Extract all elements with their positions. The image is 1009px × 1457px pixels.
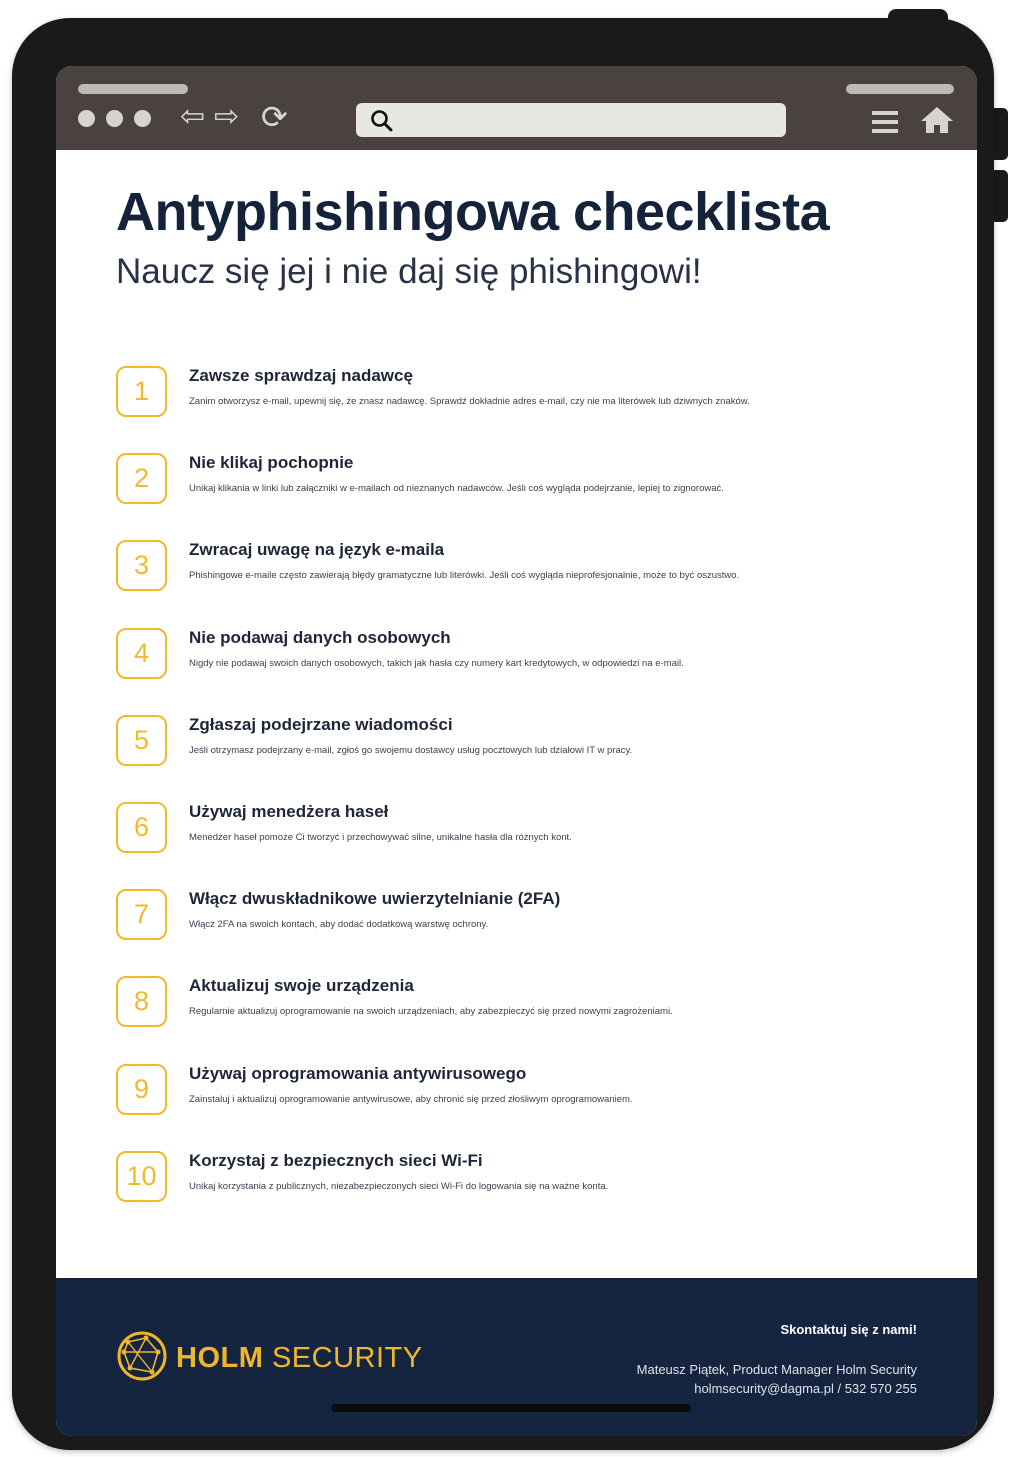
checklist-item (116, 1064, 876, 1124)
item-title: Zgłaszaj podejrzane wiadomości (189, 714, 453, 734)
item-number-badge: 10 (116, 1151, 167, 1202)
holm-security-logo-icon (116, 1330, 168, 1382)
item-description: Zanim otworzysz e-mail, upewnij się, że znasz nadawcę. Sprawdź dokładnie adres e-mail, czy nie ma literówek lub dziwnych znaków. (189, 396, 750, 407)
item-title: Używaj oprogramowania antywirusowego (189, 1063, 527, 1083)
item-description: Regularnie aktualizuj oprogramowanie na swoich urządzeniach, aby zabezpieczyć się przed nowymi zagrożeniami. (189, 1006, 673, 1018)
item-number-badge: 1 (116, 366, 167, 417)
item-title: Aktualizuj swoje urządzenia (189, 976, 414, 996)
back-arrow-icon[interactable]: ⇦ (180, 100, 206, 133)
checklist-item (116, 453, 876, 513)
item-description: Unikaj korzystania z publicznych, niezabezpieczonych sieci Wi-Fi do logowania się na ważne konta. (189, 1180, 609, 1192)
hamburger-menu-icon[interactable] (872, 110, 898, 134)
window-dot-icon[interactable] (78, 110, 95, 127)
logo-text-light: SECURITY (271, 1342, 423, 1374)
search-icon (370, 109, 394, 133)
contact-details[interactable]: holmsecurity@dagma.pl / 532 570 255 (694, 1381, 917, 1396)
item-number-badge: 4 (116, 628, 167, 679)
item-description: Unikaj klikania w linki lub załączniki w e-mailach od nieznanych nadawców. Jeśli coś wygląda podejrzanie, lepiej to zignorować. (189, 483, 724, 495)
window-dot-icon[interactable] (106, 110, 123, 127)
item-title: Zawsze sprawdzaj nadawcę (189, 366, 413, 385)
address-bar[interactable] (356, 103, 786, 137)
page-subtitle: Naucz się jej i nie daj się phishingowi! (116, 252, 702, 291)
logo-wordmark (176, 1342, 423, 1375)
contact-person: Mateusz Piątek, Product Manager Holm Security (636, 1362, 917, 1377)
item-number-badge: 7 (116, 889, 167, 940)
item-number-badge: 9 (116, 1064, 167, 1115)
item-number-badge: 6 (116, 802, 167, 853)
item-description: Jeśli otrzymasz podejrzany e-mail, zgłoś go swojemu dostawcy usług pocztowych lub działowi IT w pracy. (189, 744, 633, 756)
logo-text-bold: HOLM (176, 1342, 264, 1374)
item-description: Nigdy nie podawaj swoich danych osobowych, takich jak hasła czy numery kart kredytowych, w odpowiedzi na e-mail. (189, 657, 684, 669)
page-title: Antyphishingowa checklista (116, 182, 830, 242)
item-title: Nie podawaj danych osobowych (189, 627, 451, 647)
item-number-badge: 3 (116, 540, 167, 591)
item-description: Phishingowe e-maile często zawierają błędy gramatyczne lub literówki. Jeśli coś wygląda nieprofesjonalnie, może to być oszustwo. (189, 570, 740, 582)
item-title: Używaj menedżera haseł (189, 802, 389, 821)
home-icon[interactable] (920, 106, 954, 134)
item-title: Włącz dwuskładnikowe uwierzytelnianie (2FA) (189, 889, 561, 909)
reload-icon[interactable]: ⟳ (261, 99, 288, 135)
item-number-badge: 8 (116, 976, 167, 1027)
forward-arrow-icon[interactable]: ⇨ (214, 100, 240, 133)
checklist-item (116, 802, 876, 862)
home-indicator[interactable] (331, 1404, 691, 1412)
tablet-frame (12, 18, 994, 1450)
checklist-item (116, 540, 876, 600)
item-number-badge: 2 (116, 453, 167, 504)
item-title: Zwracaj uwagę na język e-maila (189, 540, 445, 560)
item-title: Nie klikaj pochopnie (189, 453, 354, 473)
item-description: Włącz 2FA na swoich kontach, aby dodać dodatkową warstwę ochrony. (189, 919, 489, 931)
checklist-item (116, 715, 876, 775)
checklist-item (116, 889, 876, 949)
tablet-screen (56, 66, 977, 1436)
tab-strip-right (846, 84, 954, 94)
browser-toolbar (56, 66, 977, 150)
window-dot-icon[interactable] (134, 110, 151, 127)
checklist-item (116, 366, 876, 426)
tab-strip-left (78, 84, 188, 94)
item-number-badge: 5 (116, 715, 167, 766)
checklist-item (116, 628, 876, 688)
footer (56, 1278, 977, 1436)
checklist-item (116, 1151, 876, 1211)
checklist-item (116, 976, 876, 1036)
item-description: Zainstaluj i aktualizuj oprogramowanie antywirusowe, aby chronić się przed złośliwym oprogramowaniem. (189, 1093, 633, 1105)
item-title: Korzystaj z bezpiecznych sieci Wi-Fi (189, 1150, 483, 1170)
item-description: Menedżer haseł pomoże Ci tworzyć i przechowywać silne, unikalne hasła dla różnych kont. (189, 832, 572, 843)
contact-heading: Skontaktuj się z nami! (780, 1322, 917, 1337)
